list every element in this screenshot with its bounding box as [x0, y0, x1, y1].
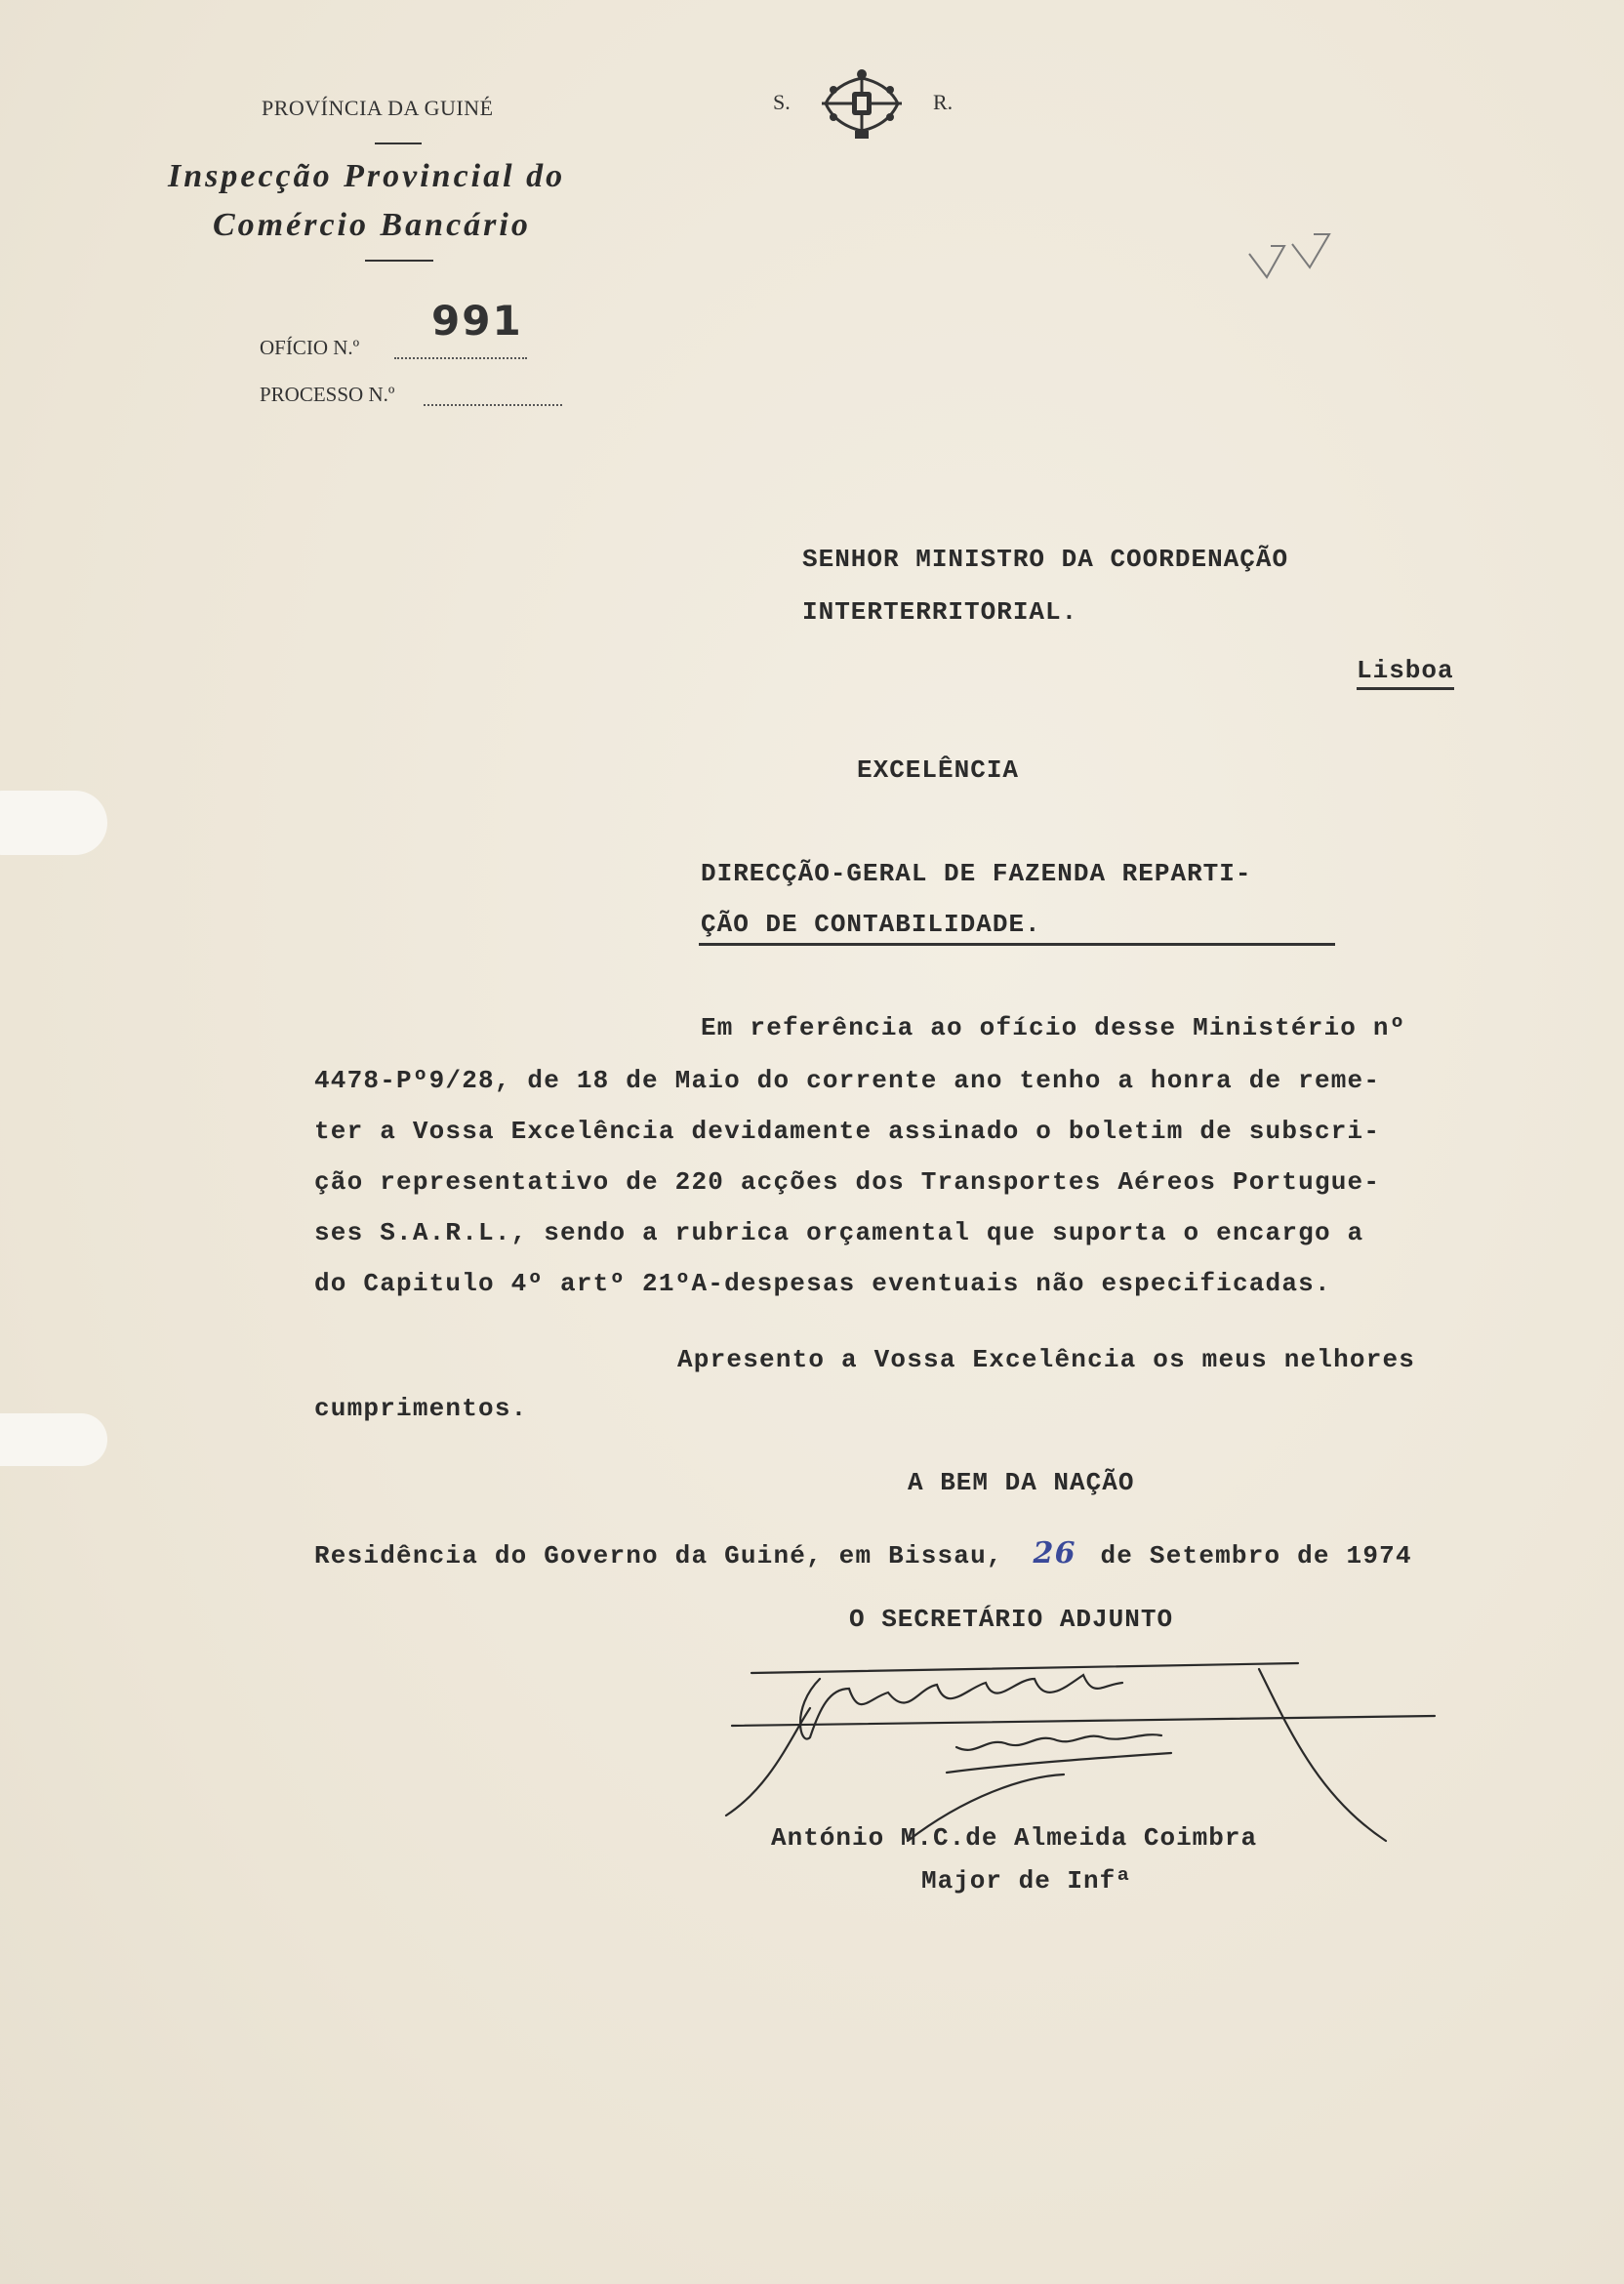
punch-hole-top — [0, 791, 107, 855]
salutation: EXCELÊNCIA — [857, 755, 1020, 785]
margin-note — [1241, 224, 1349, 283]
header-s-mark: S. — [773, 90, 791, 114]
oficio-label: OFÍCIO N.º — [260, 336, 360, 359]
date-month-year: de Setembro de 1974 — [1100, 1541, 1412, 1570]
oficio-dotted-line — [394, 357, 527, 359]
header-divider-1 — [375, 143, 422, 144]
punch-hole-bottom — [0, 1413, 107, 1466]
subject-underline — [699, 943, 1335, 946]
signatory-rank: Major de Infª — [921, 1866, 1132, 1896]
recipient-city: Lisboa — [1357, 656, 1454, 690]
processo-label: PROCESSO N.º — [260, 383, 395, 406]
subject-line2: ÇÃO DE CONTABILIDADE. — [701, 910, 1041, 939]
body-line-2: 4478-Pº9/28, de 18 de Maio do corrente ano tenho a honra de reme- — [314, 1066, 1381, 1095]
date-place: Residência do Governo da Guiné, em Bissau, — [314, 1541, 1003, 1570]
signatory-name: António M.C.de Almeida Coimbra — [771, 1823, 1258, 1853]
signatory-role: O SECRETÁRIO ADJUNTO — [849, 1605, 1174, 1634]
subject-line1: DIRECÇÃO-GERAL DE FAZENDA REPARTI- — [701, 859, 1252, 888]
oficio-number: 991 — [431, 297, 523, 345]
signature — [712, 1650, 1454, 1845]
header-r-mark: R. — [933, 90, 954, 114]
province-heading: PROVÍNCIA DA GUINÉ — [262, 96, 494, 120]
body-line-7: Apresento a Vossa Excelência os meus nelhores — [677, 1345, 1416, 1374]
processo-dotted-line — [424, 404, 562, 406]
body-line-4: ção representativo de 220 acções dos Transportes Aéreos Portugue- — [314, 1167, 1381, 1197]
body-line-8: cumprimentos. — [314, 1394, 528, 1423]
closing-motto: A BEM DA NAÇÃO — [908, 1468, 1135, 1497]
body-line-1: Em referência ao ofício desse Ministério nº — [701, 1013, 1406, 1042]
department-title-line1: Inspecção Provincial do — [168, 158, 566, 194]
date-line — [314, 1536, 1412, 1570]
recipient-line1: SENHOR MINISTRO DA COORDENAÇÃO — [802, 545, 1289, 574]
body-line-6: do Capitulo 4º artº 21ºA-despesas eventuais não especificadas. — [314, 1269, 1331, 1298]
body-line-5: ses S.A.R.L., sendo a rubrica orçamental que suporta o encargo a — [314, 1218, 1364, 1247]
header-divider-2 — [365, 260, 433, 262]
date-day-handwritten: 26 — [1033, 1536, 1076, 1570]
department-title-line2: Comércio Bancário — [213, 207, 531, 243]
recipient-line2: INTERTERRITORIAL. — [802, 597, 1078, 627]
body-line-3: ter a Vossa Excelência devidamente assinado o boletim de subscri- — [314, 1117, 1381, 1146]
coat-of-arms-icon — [816, 64, 908, 143]
